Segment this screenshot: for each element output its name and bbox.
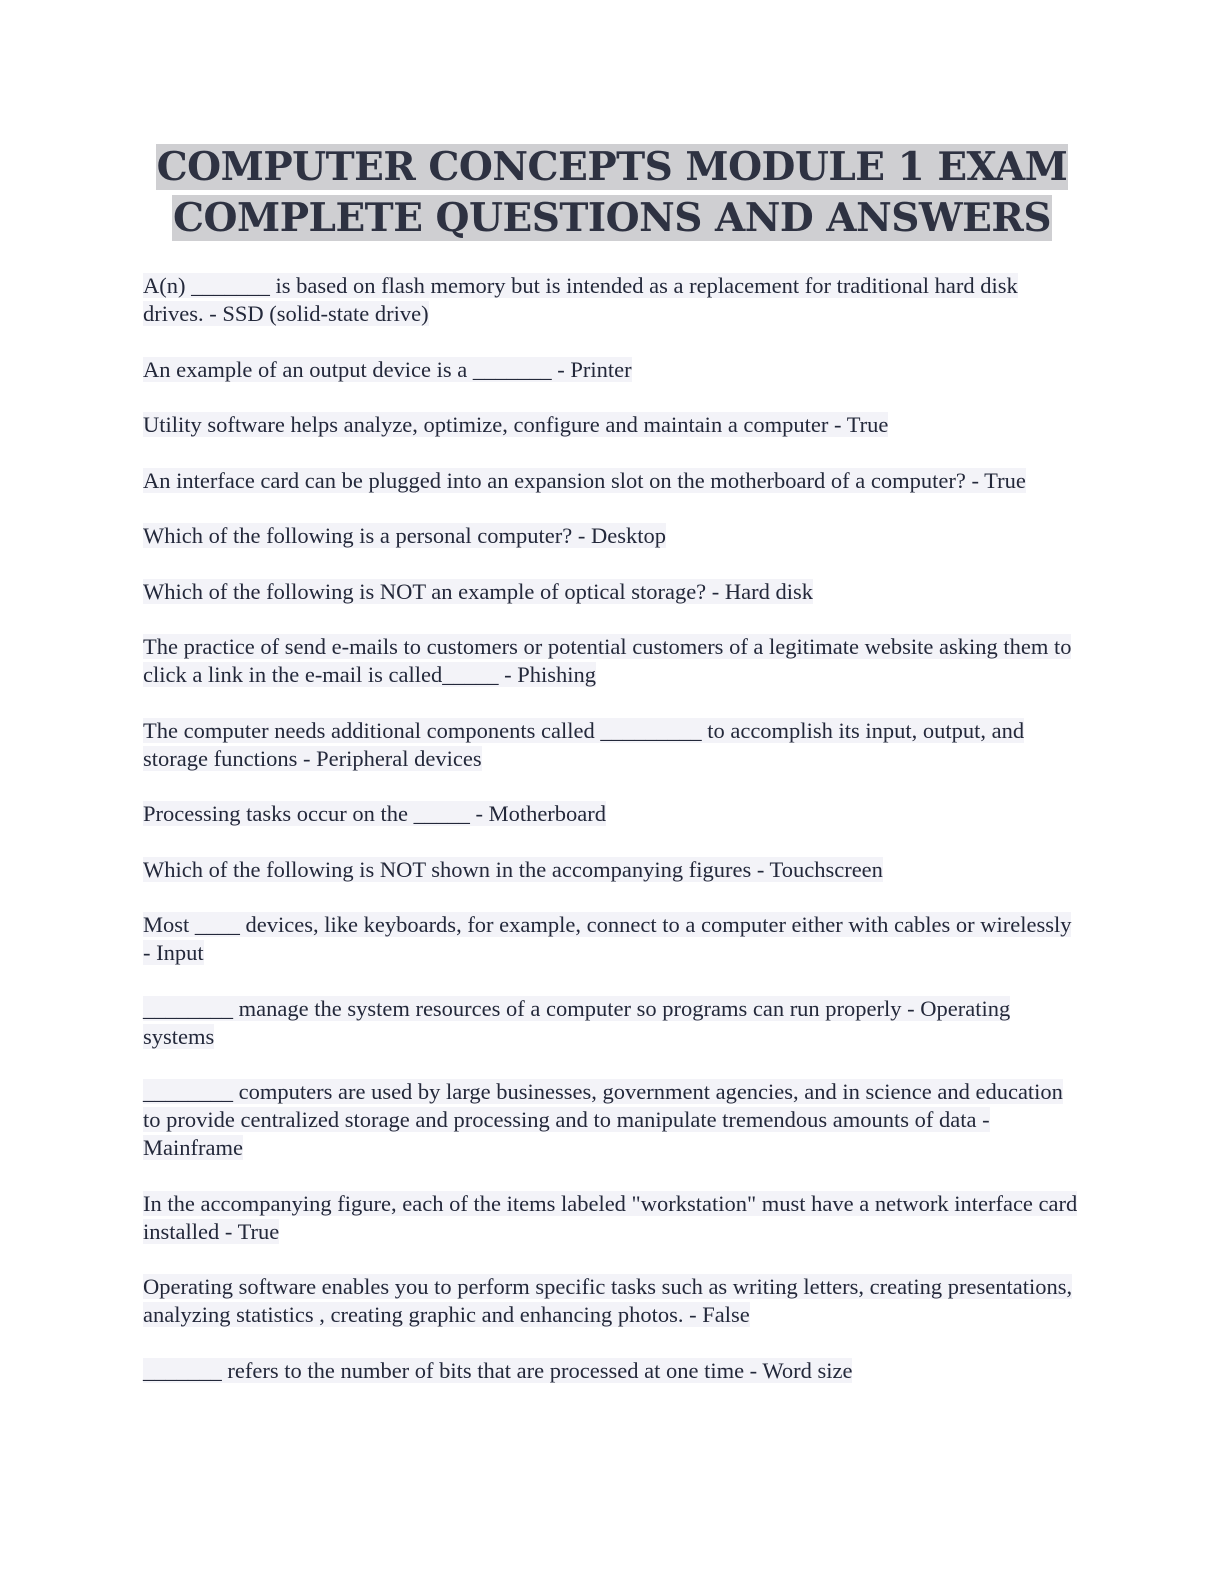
qa-item [143, 995, 1083, 1051]
qa-item [143, 522, 1083, 550]
qa-item [143, 1273, 1083, 1329]
qa-text: Which of the following is a personal computer? - Desktop [143, 523, 666, 548]
qa-text: Which of the following is NOT an example of optical storage? - Hard disk [143, 578, 814, 604]
qa-text: Processing tasks occur on the _____ - Motherboard [143, 801, 607, 826]
qa-item [143, 1357, 1083, 1385]
qa-text: In the accompanying figure, each of the items labeled "workstation" must have a network interface card installed - True [143, 1190, 1078, 1244]
qa-text: ________ manage the system resources of a computer so programs can run properly - Operating systems [143, 995, 1011, 1049]
qa-text: A(n) _______ is based on flash memory but is intended as a replacement for traditional hard disk drives. - SSD (solid-state drive) [143, 273, 1018, 326]
qa-item [143, 272, 1083, 328]
qa-item [143, 717, 1083, 773]
qa-text: The practice of send e-mails to customers or potential customers of a legitimate website asking them to click a link in the e-mail is called_____ - Phishing [143, 634, 1072, 687]
qa-text: An interface card can be plugged into an expansion slot on the motherboard of a computer? - True [143, 467, 1026, 493]
qa-text: ________ computers are used by large businesses, government agencies, and in science and education to provide centralized storage and processing and to manipulate tremendous amounts of data - Mainframe [143, 1079, 1063, 1160]
qa-text: Most ____ devices, like keyboards, for example, connect to a computer either with cables or wirelessly - Input [143, 912, 1072, 965]
qa-item [143, 467, 1083, 495]
qa-item [143, 856, 1083, 884]
qa-item [143, 356, 1083, 384]
qa-item [143, 578, 1083, 606]
qa-item [143, 800, 1083, 828]
qa-item [143, 633, 1083, 689]
qa-item [143, 411, 1083, 439]
qa-text: _______ refers to the number of bits that are processed at one time - Word size [143, 1357, 853, 1383]
qa-text: The computer needs additional components called _________ to accomplish its input, output, and storage functions - Peripheral devices [143, 717, 1025, 771]
qa-text: Utility software helps analyze, optimize, configure and maintain a computer - True [143, 412, 889, 437]
qa-item [143, 1078, 1083, 1162]
qa-item [143, 1190, 1083, 1246]
qa-item [143, 911, 1083, 967]
title-line-1: COMPUTER CONCEPTS MODULE 1 EXAM [156, 144, 1068, 190]
qa-text: Operating software enables you to perform specific tasks such as writing letters, creating presentations, analyzing statistics , creating graphic and enhancing photos. - False [143, 1274, 1073, 1327]
question-answer-list [143, 272, 1083, 1412]
qa-text: An example of an output device is a _______ - Printer [143, 356, 632, 382]
document-title [0, 142, 1224, 244]
qa-text: Which of the following is NOT shown in the accompanying figures - Touchscreen [143, 856, 883, 882]
title-line-2: COMPLETE QUESTIONS AND ANSWERS [173, 195, 1051, 241]
